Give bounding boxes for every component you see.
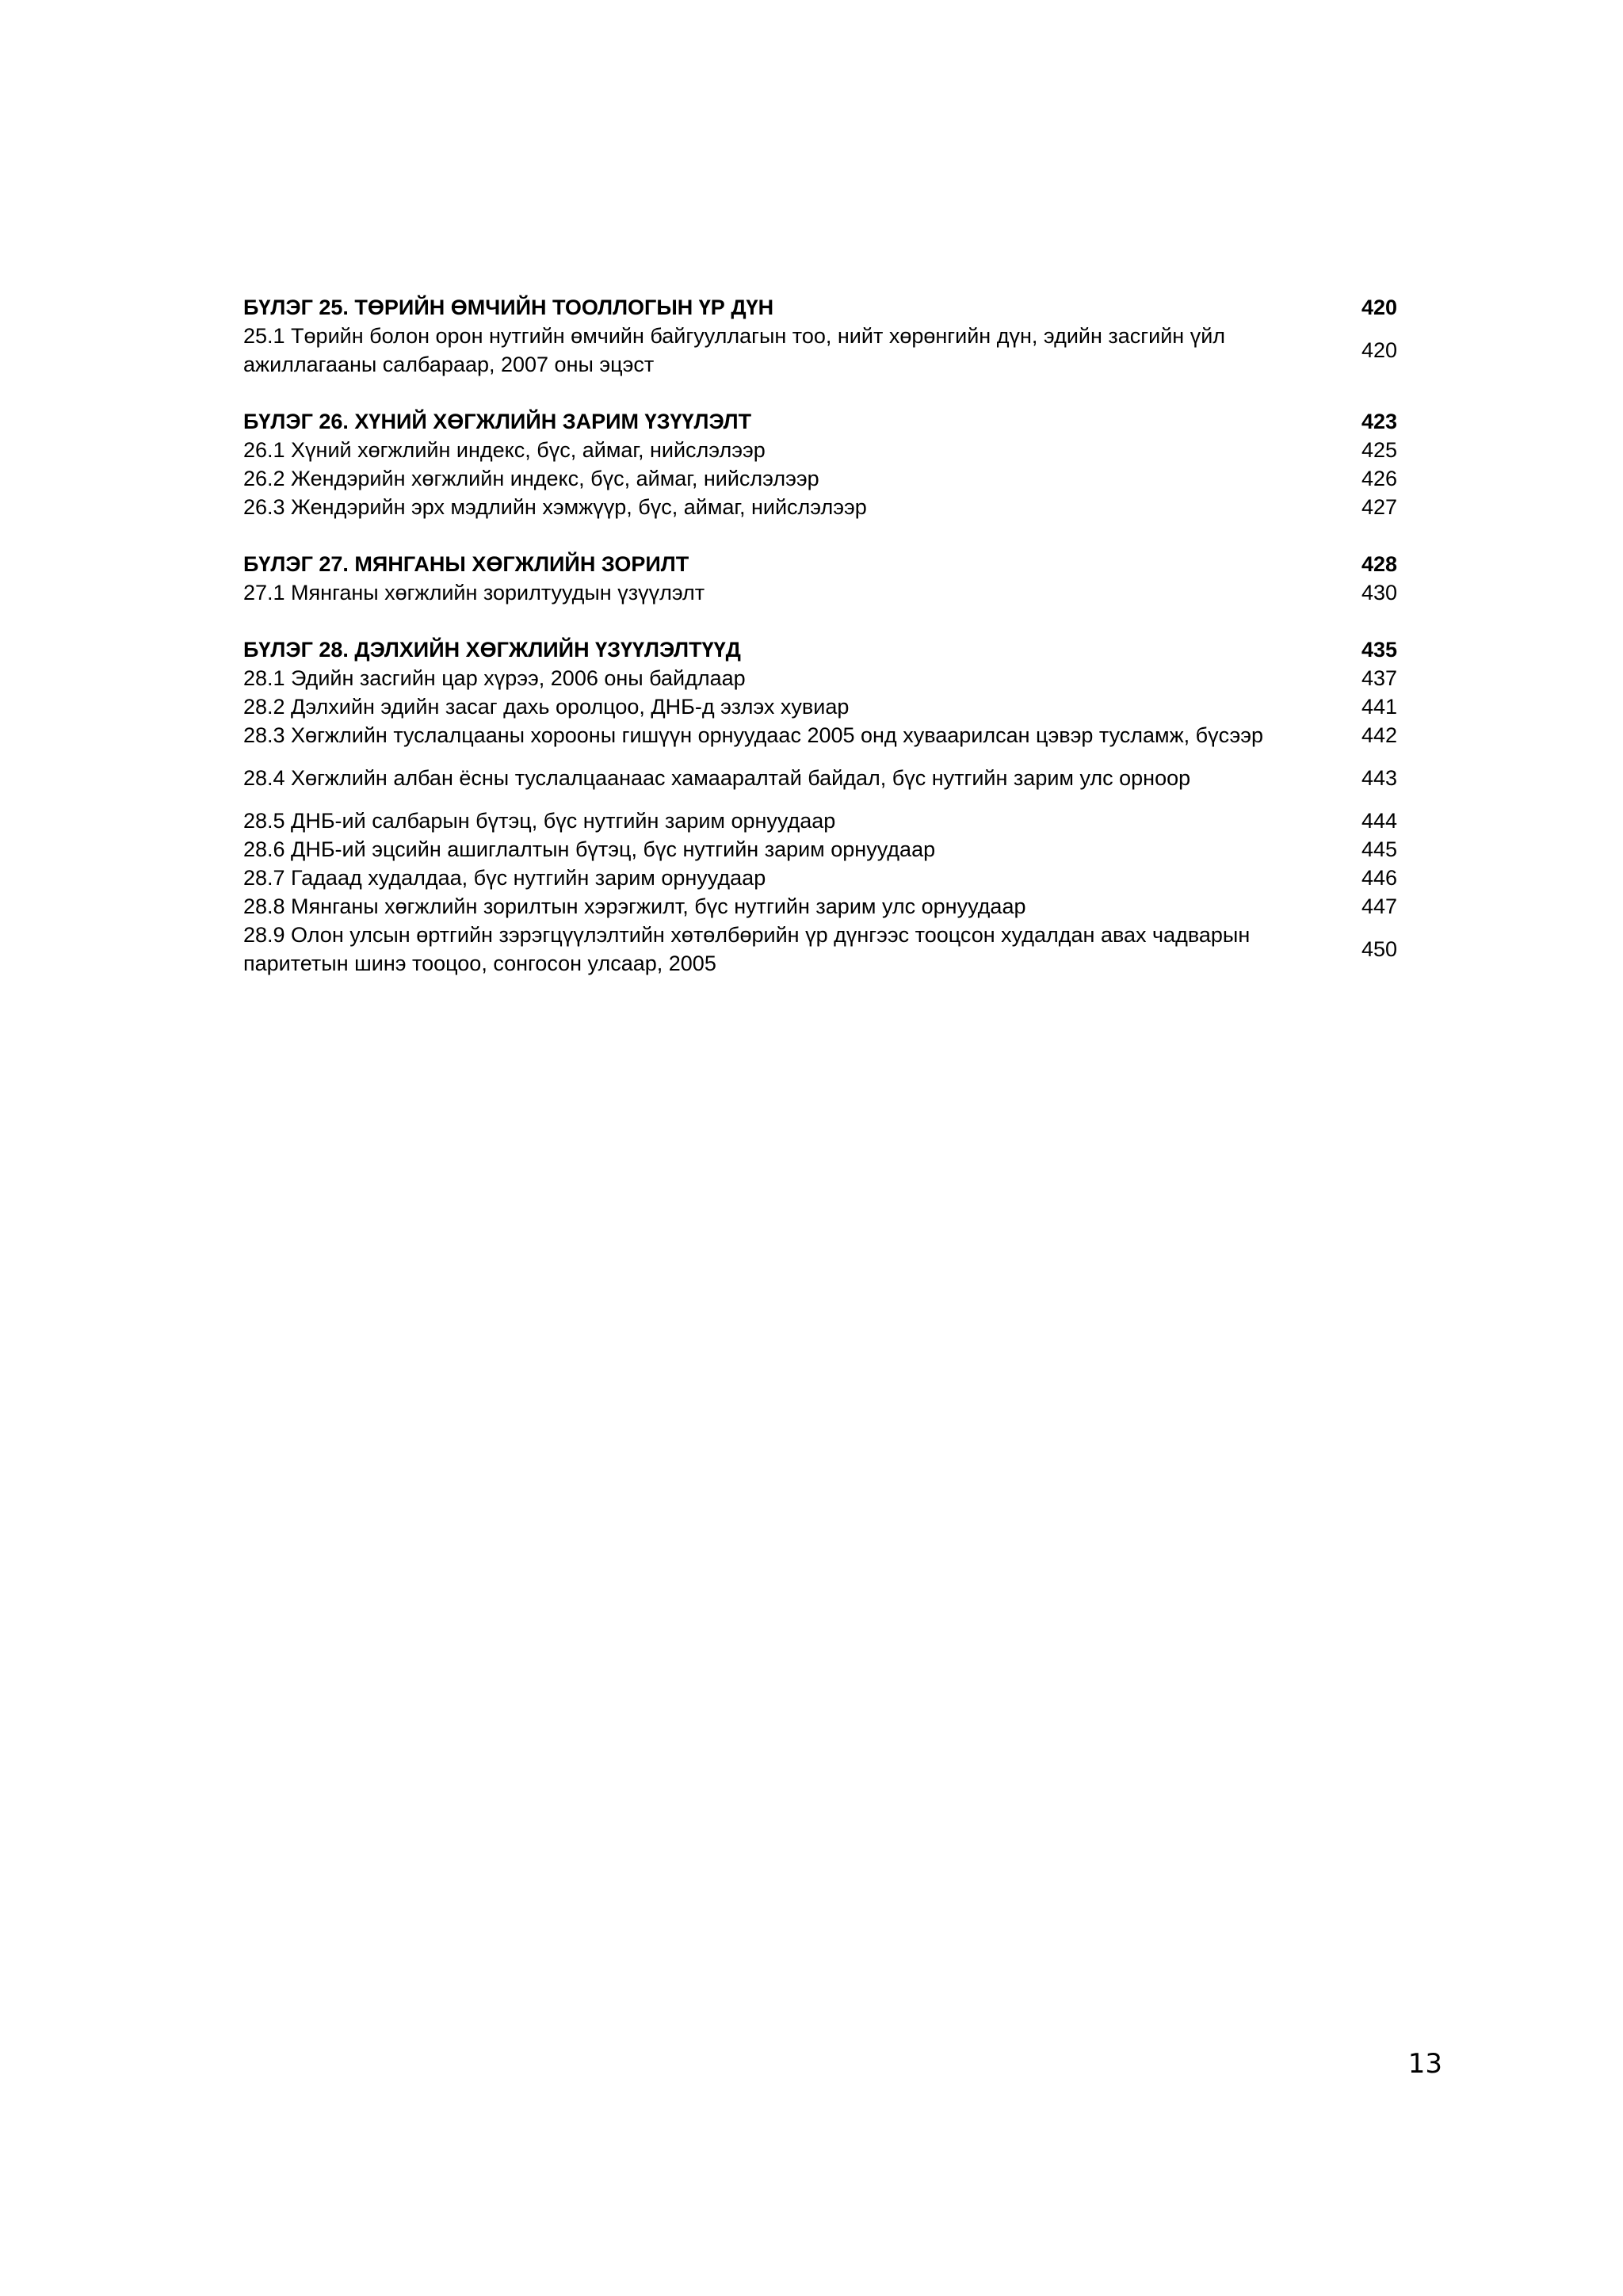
toc-entry [243, 664, 1397, 692]
toc-entry [243, 436, 1397, 464]
toc-entry [243, 835, 1397, 864]
toc-chapter-title: БҮЛЭГ 25. ТӨРИЙН ӨМЧИЙН ТООЛЛОГЫН ҮР ДҮН [243, 296, 774, 319]
toc-chapter-title: БҮЛЭГ 26. ХҮНИЙ ХӨГЖЛИЙН ЗАРИМ ҮЗҮҮЛЭЛТ [243, 410, 752, 433]
toc-chapter-heading [243, 407, 1397, 436]
toc-chapter-heading [243, 293, 1397, 322]
toc-entry-page: 442 [1361, 723, 1397, 747]
toc-entry-page: 450 [1361, 937, 1397, 961]
toc-entry-page: 445 [1361, 837, 1397, 861]
toc-entry [243, 322, 1397, 379]
toc-entry [243, 921, 1397, 978]
toc-entry [243, 892, 1397, 921]
toc-chapter-title: БҮЛЭГ 28. ДЭЛХИЙН ХӨГЖЛИЙН ҮЗҮҮЛЭЛТҮҮД [243, 638, 741, 662]
toc-entry [243, 864, 1397, 892]
toc-entry-title: 28.7 Гадаад худалдаа, бүс нутгийн зарим орнуудаар [243, 866, 766, 890]
toc-entry-title: 26.2 Жендэрийн хөгжлийн индекс, бүс, аймаг, нийслэлээр [243, 467, 819, 490]
toc-entry-title: 28.4 Хөгжлийн албан ёсны туслалцаанаас хамааралтай байдал, бүс нутгийн зарим улс орноор [243, 766, 1191, 790]
toc-entry-page: 441 [1361, 695, 1397, 719]
toc-entry-title: 28.2 Дэлхийн эдийн засаг дахь оролцоо, ДНБ-д эзлэх хувиар [243, 695, 850, 719]
toc-chapter-page: 420 [1361, 296, 1397, 319]
toc-entry-page: 420 [1361, 338, 1397, 362]
toc-entry [243, 692, 1397, 721]
toc-section-26 [243, 407, 1397, 521]
toc-entry-title: 28.5 ДНБ-ий салбарын бүтэц, бүс нутгийн зарим орнуудаар [243, 809, 836, 833]
toc-entry [243, 464, 1397, 493]
toc-entry [243, 807, 1397, 835]
toc-entry-title: 26.1 Хүний хөгжлийн индекс, бүс, аймаг, нийслэлээр [243, 438, 766, 462]
page-number: 13 [1407, 2048, 1442, 2080]
toc-entry-title: 25.1 Төрийн болон орон нутгийн өмчийн байгууллагын тоо, нийт хөрөнгийн дүн, эдийн засгийн үйл ажиллагааны салбараар, 2007 оны эцэст [243, 324, 1226, 376]
toc-entry-page: 446 [1361, 866, 1397, 890]
toc-entry [243, 578, 1397, 607]
toc-chapter-heading [243, 635, 1397, 664]
toc-section-28 [243, 635, 1397, 978]
toc-entry-page: 427 [1361, 495, 1397, 519]
toc-chapter-heading [243, 550, 1397, 578]
table-of-contents [243, 293, 1397, 1006]
toc-entry-page: 444 [1361, 809, 1397, 833]
toc-entry-title: 28.3 Хөгжлийн туслалцааны хорооны гишүүн орнуудаас 2005 онд хуваарилсан цэвэр тусламж, бүсээр [243, 723, 1264, 747]
toc-entry-title: 28.9 Олон улсын өртгийн зэрэгцүүлэлтийн хөтөлбөрийн үр дүнгээс тооцсон худалдан авах чадварын паритетын шинэ тооцоо, сонгосон улсаар, 2005 [243, 923, 1251, 975]
toc-entry [243, 764, 1397, 792]
toc-section-25 [243, 293, 1397, 379]
toc-section-27 [243, 550, 1397, 607]
toc-chapter-title: БҮЛЭГ 27. МЯНГАНЫ ХӨГЖЛИЙН ЗОРИЛТ [243, 552, 689, 576]
toc-entry-title: 26.3 Жендэрийн эрх мэдлийн хэмжүүр, бүс, аймаг, нийслэлээр [243, 495, 867, 519]
toc-entry-page: 425 [1361, 438, 1397, 462]
toc-entry-title: 28.1 Эдийн засгийн цар хүрээ, 2006 оны байдлаар [243, 666, 746, 690]
toc-entry-title: 27.1 Мянганы хөгжлийн зорилтуудын үзүүлэлт [243, 581, 705, 605]
toc-entry-page: 447 [1361, 894, 1397, 918]
toc-entry-title: 28.6 ДНБ-ий эцсийн ашиглалтын бүтэц, бүс нутгийн зарим орнуудаар [243, 837, 936, 861]
toc-entry-page: 426 [1361, 467, 1397, 490]
toc-entry [243, 721, 1397, 749]
toc-entry-page: 437 [1361, 666, 1397, 690]
toc-chapter-page: 435 [1361, 638, 1397, 662]
toc-entry [243, 493, 1397, 521]
toc-entry-title: 28.8 Мянганы хөгжлийн зорилтын хэрэгжилт, бүс нутгийн зарим улс орнуудаар [243, 894, 1026, 918]
toc-entry-page: 443 [1361, 766, 1397, 790]
toc-chapter-page: 428 [1361, 552, 1397, 576]
toc-chapter-page: 423 [1361, 410, 1397, 433]
toc-entry-page: 430 [1361, 581, 1397, 605]
